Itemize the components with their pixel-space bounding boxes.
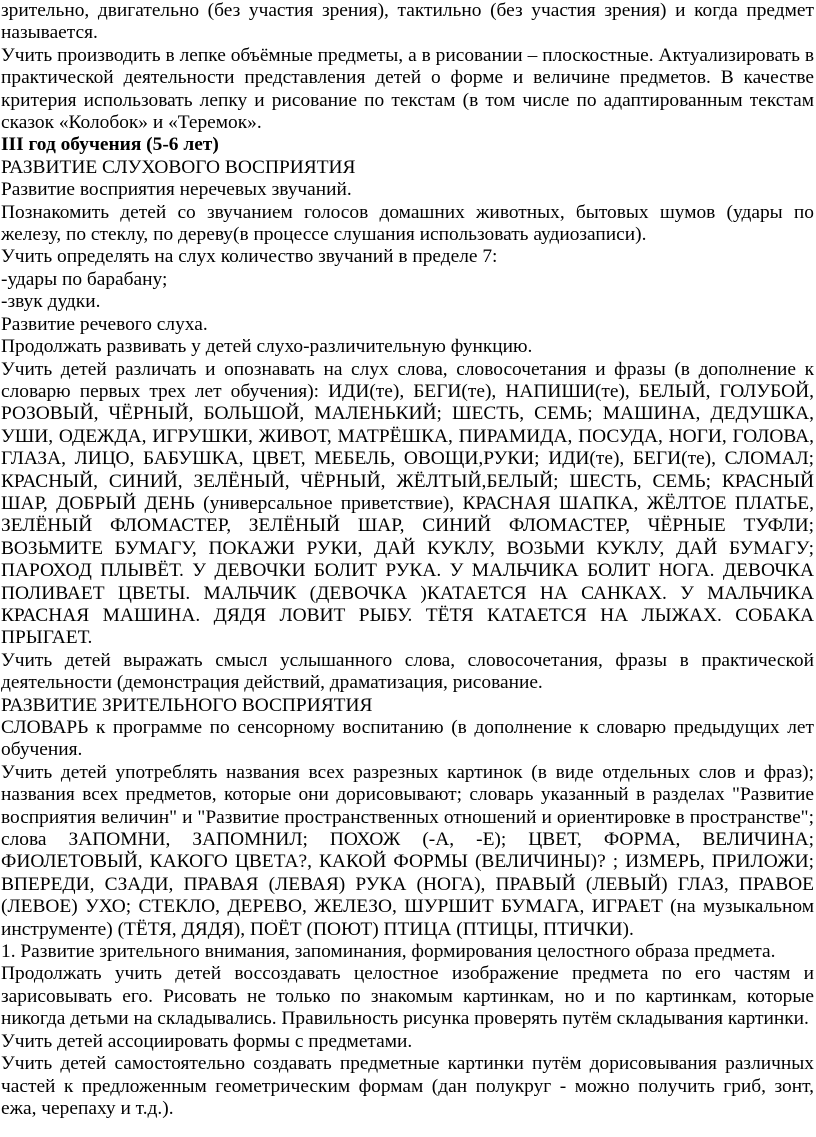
heading-year-three: III год обучения (5-6 лет): [1, 134, 219, 156]
paragraph-associate-forms: Учить детей ассоциировать формы с предметами.: [1, 1030, 413, 1052]
paragraph-dictionary-intro: СЛОВАРЬ к программе по сенсорному воспитанию (в дополнение к словарю предыдущих лет обучения.: [1, 717, 814, 761]
list-item-drum: -удары по барабану;: [1, 268, 168, 290]
paragraph-perception-continuation: зрительно, двигательно (без участия зрения), тактильно (без участия зрения) и когда предмет называется.: [1, 0, 814, 44]
paragraph-animal-voices: Познакомить детей со звучанием голосов домашних животных, бытовых шумов (удары по железу, по стеклу, по дереву(в процессе слушания использовать аудиозаписи).: [1, 201, 814, 246]
paragraph-complete-pictures: Учить детей самостоятельно создавать предметные картинки путём дорисовывания различных частей к предложенным геометрическим формам (дан полукруг - можно получить гриб, зонт, ежа, черепаху и т.д.).: [1, 1053, 814, 1119]
subsection-speech-hearing: Развитие речевого слуха.: [1, 313, 208, 335]
list-item-pipe: -звук дудки.: [1, 291, 101, 313]
section-heading-auditory: РАЗВИТИЕ СЛУХОВОГО ВОСПРИЯТИЯ: [1, 156, 356, 178]
paragraph-auditory-function: Продолжать развивать у детей слухо-различительную функцию.: [1, 336, 533, 358]
paragraph-express-meaning: Учить детей выражать смысл услышанного слова, словосочетания, фразы в практической деятельности (демонстрация действий, драматизация, рисование.: [1, 649, 814, 694]
paragraph-vocabulary-list: Учить детей различать и опознавать на слух слова, словосочетания и фразы (в дополнение к словарю первых трех лет обучения): ИДИ(те), БЕГИ(те), НАПИШИ(те), БЕЛЫЙ, ГОЛУБОЙ, РОЗОВЫЙ, ЧЁРНЫЙ, БОЛЬШОЙ, МАЛЕНЬКИЙ; ШЕСТЬ, СЕМЬ; МАШИНА, ДЕДУШКА, УШИ, ОДЕЖДА, ИГРУШКИ, ЖИВОТ, МАТРЁШКА, ПИРАМИДА, ПОСУДА, НОГИ, ГОЛОВА, ГЛАЗА, ЛИЦО, БАБУШКА, ЦВЕТ, МЕБЕЛЬ, ОВОЩИ,РУКИ; ИДИ(те), БЕГИ(те), СЛОМАЛ; КРАСНЫЙ, СИНИЙ, ЗЕЛЁНЫЙ, ЧЁРНЫЙ, ЖЁЛТЫЙ,БЕЛЫЙ; ШЕСТЬ, СЕМЬ; КРАСНЫЙ ШАР, ДОБРЫЙ ДЕНЬ (универсальное приветствие), КРАСНАЯ ШАПКА, ЖЁЛТОЕ ПЛАТЬЕ, ЗЕЛЁНЫЙ ФЛОМАСТЕР, ЗЕЛЁНЫЙ ШАР, СИНИЙ ФЛОМАСТЕР, ЧЁРНЫЕ ТУФЛИ; ВОЗЬМИТЕ БУМАГУ, ПОКАЖИ РУКИ, ДАЙ КУКЛУ, ВОЗЬМИ КУКЛУ, ДАЙ БУМАГУ; ПАРОХОД ПЛЫВЁТ. У ДЕВОЧКИ БОЛИТ РУКА. У МАЛЬЧИКА БОЛИТ НОГА. ДЕВОЧКА ПОЛИВАЕТ ЦВЕТЫ. МАЛЬЧИК (ДЕВОЧКА )КАТАЕТСЯ НА САНКАХ. У МАЛЬЧИКА КРАСНАЯ МАШИНА. ДЯДЯ ЛОВИТ РЫБУ. ТЁТЯ КАТАЕТСЯ НА ЛЫЖАХ. СОБАКА ПРЫГАЕТ.: [1, 358, 814, 649]
paragraph-whole-image: Продолжать учить детей воссоздавать целостное изображение предмета по его частям и зарисовывать его. Рисовать не только по знакомым картинкам, но и по картинкам, которые никогда детьми на складывались. Правильность рисунка проверять путём складывания картинки.: [1, 963, 814, 1030]
paragraph-modelling-drawing: Учить производить в лепке объёмные предметы, а в рисовании – плоскостные. Актуализировать в практической деятельности представления детей о форме и величине предметов. В качестве критерия использовать лепку и рисование по текстам (в том числе по адаптированным текстам сказок «Колобок» и «Теремок».: [1, 44, 814, 134]
subsection-visual-attention: 1. Развитие зрительного внимания, запоминания, формирования целостного образа предмета.: [1, 941, 776, 963]
paragraph-count-sounds: Учить определять на слух количество звучаний в пределе 7:: [1, 246, 498, 268]
subsection-nonspeech-sounds: Развитие восприятия неречевых звучаний.: [1, 179, 352, 201]
paragraph-dictionary-words: Учить детей употреблять названия всех разрезных картинок (в виде отдельных слов и фраз); названия всех предметов, которые они дорисовывают; словарь указанный в разделах "Развитие восприятия величин" и "Развитие пространственных отношений и ориентировке в пространстве"; слова ЗАПОМНИ, ЗАПОМНИЛ; ПОХОЖ (-А, -Е); ЦВЕТ, ФОРМА, ВЕЛИЧИНА; ФИОЛЕТОВЫЙ, КАКОГО ЦВЕТА?, КАКОЙ ФОРМЫ (ВЕЛИЧИНЫ)? ; ИЗМЕРЬ, ПРИЛОЖИ; ВПЕРЕДИ, СЗАДИ, ПРАВАЯ (ЛЕВАЯ) РУКА (НОГА), ПРАВЫЙ (ЛЕВЫЙ) ГЛАЗ, ПРАВОЕ (ЛЕВОЕ) УХО; СТЕКЛО, ДЕРЕВО, ЖЕЛЕЗО, ШУРШИТ БУМАГА, ИГРАЕТ (на музыкальном инструменте) (ТЁТЯ, ДЯДЯ), ПОЁТ (ПОЮТ) ПТИЦА (ПТИЦЫ, ПТИЧКИ).: [1, 761, 814, 940]
section-heading-visual: РАЗВИТИЕ ЗРИТЕЛЬНОГО ВОСПРИЯТИЯ: [1, 694, 373, 716]
